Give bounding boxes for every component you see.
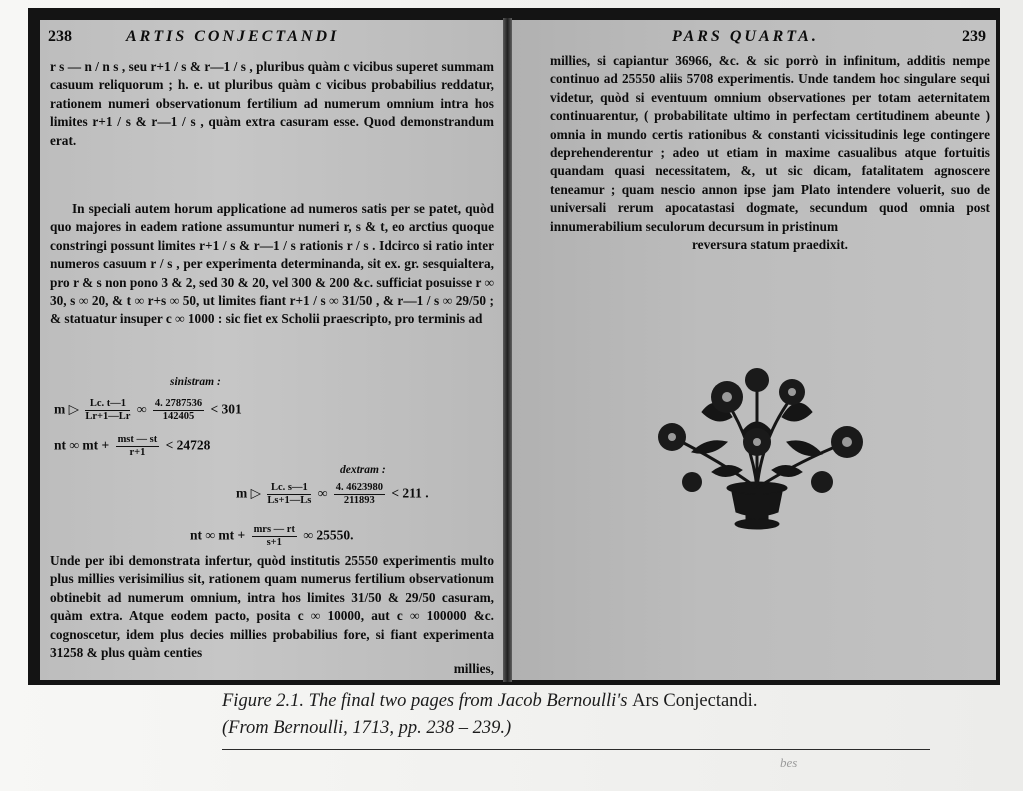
formula-bound: < 24728: [165, 437, 211, 453]
formula-lhs: nt ∞ mt +: [54, 437, 110, 453]
page-238: [40, 20, 503, 680]
formula-left-3: m ▷ $\frac{Lc. s—1}{Ls+1—Ls}$ ∞ $\frac{4. 4623980}{211893}$ < 211 .: [236, 482, 429, 506]
book-gutter: [503, 18, 512, 682]
right-paragraph-end: [550, 236, 990, 254]
bleed-through-text: bes: [780, 755, 798, 770]
book-spread-photo: [28, 8, 1000, 685]
formula-left-2: [54, 434, 210, 459]
running-head-left: ARTIS CONJECTANDI: [126, 28, 340, 45]
flower-vase-vignette-icon: [632, 342, 882, 532]
left-paragraph-2: [50, 200, 494, 370]
running-head-right: PARS QUARTA.: [672, 28, 819, 45]
paragraph-text: reversura statum praedixit.: [692, 237, 848, 252]
left-paragraph-1: [50, 58, 494, 206]
catchword-text: millies,: [453, 661, 494, 676]
folio-left: 238: [48, 28, 72, 45]
formula-value: 4. 2787536: [154, 398, 203, 409]
left-paragraph-3: [50, 552, 494, 664]
formula-numerator: mrs — rt: [253, 524, 295, 535]
formula-bound: < 301: [210, 401, 242, 417]
sinistram-label: sinistram :: [170, 376, 221, 388]
right-paragraph-1: [550, 52, 990, 236]
formula-denominator: 211893: [343, 495, 375, 506]
figure-caption: [222, 688, 942, 742]
formula-numerator: mst — st: [117, 434, 158, 445]
formula-denominator: 142405: [162, 411, 195, 422]
caption-line-1: [222, 688, 942, 715]
formula-value: ∞ 25550.: [303, 527, 354, 543]
paragraph-text: Unde per ibi demonstrata infertur, quòd institutis 25550 experimentis multo plus millies verisimilius sit, rationem quam numerus fertilium observationum obtinebit ad numerum omnium, intra hos limites 31/50 & 29/50 casuram, quàm extra. Atque eodem pacto, posita c ∞ 10000, aut c ∞ 100000 &c. cognoscetur, idem plus decies millies probabilius fore, si fiant experimenta 31258 & plus quàm centies: [50, 553, 494, 661]
caption-book-title: Ars Conjectandi.: [632, 691, 758, 711]
formula-denominator: s+1: [266, 537, 282, 548]
caption-rule: [222, 749, 930, 750]
formula-value: 4. 4623980: [335, 482, 383, 493]
formula-left-4: [190, 524, 353, 549]
formula-bound: < 211 .: [391, 485, 429, 501]
formula-left-1: m ▷ $\frac{Lc. t—1}{Lr+1—Lr}$ ∞ $\frac{4. 2787536}{142405}$ < 301: [54, 398, 242, 422]
paragraph-text: r s — n / n s , seu r+1 / s & r—1 / s , pluribus quàm c vicibus superet summam casuum reliquorum ; h. e. ut pluribus quàm c vicibus probabilius reddatur, rationem numeri observationum fertilium ad numerum omnium intra hos limites r+1 / s & r—1 / s , quàm extra casuram esse. Quod demonstrandum erat.: [50, 59, 494, 148]
formula-denominator: r+1: [129, 447, 146, 458]
paragraph-text: millies, si capiantur 36966, &c. & sic porrò in infinitum, additis nempe continuo ad 25550 aliis 5708 experimentis. Unde tandem hoc singulare sequi videtur, quòd si eventuum omnium observationes per totam aeternitatem continuarentur, ( probabilitate ultimo in perfectam certitudinem abeunte ) omnia in mundo certis rationibus & constanti vicissitudinis lege contingere deprehenderentur ; adeo ut etiam in maxime casualibus atque fortuitis quandam quasi necessitatem, &, ut sic dicam, fatalitatem agnoscere teneamur ; quam nescio annon ipse jam Plato intendere voluerit, suo de universali rerum apocatastasi dogmate, secundum quod omnia post innumerabilium seculorum decursum in pristinum: [550, 53, 990, 234]
caption-line-2: (From Bernoulli, 1713, pp. 238 – 239.): [222, 718, 512, 738]
caption-prefix: Figure 2.1. The final two pages from Jacob Bernoulli's: [222, 691, 633, 711]
page-239: [512, 20, 996, 680]
folio-right: 239: [962, 28, 986, 45]
left-catchword: [50, 660, 494, 678]
paragraph-text: In speciali autem horum applicatione ad numeros satis per se patet, quòd quo majores in eadem ratione assumuntur numeri r, s & t, eo arctius quoque constringi possunt limites r+1 / s & r—1 / s rationis r / s . Idcirco si ratio inter numeros casuum r / s , per experimenta determinanda, sit ex. gr. sesquialtera, pro r & s non pono 3 & 2, sed 30 & 20, vel 300 & 200 &c. sufficiat posuisse r ∞ 30, s ∞ 20, & t ∞ r+s ∞ 50, ut limites fiant r+1 / s ∞ 31/50 , & r—1 / s ∞ 29/50 ; & statuatur insuper c ∞ 1000 : sic fiet ex Scholii praescripto, pro terminis ad: [50, 201, 494, 327]
dextram-label: dextram :: [340, 464, 386, 476]
formula-lhs: nt ∞ mt +: [190, 527, 246, 543]
